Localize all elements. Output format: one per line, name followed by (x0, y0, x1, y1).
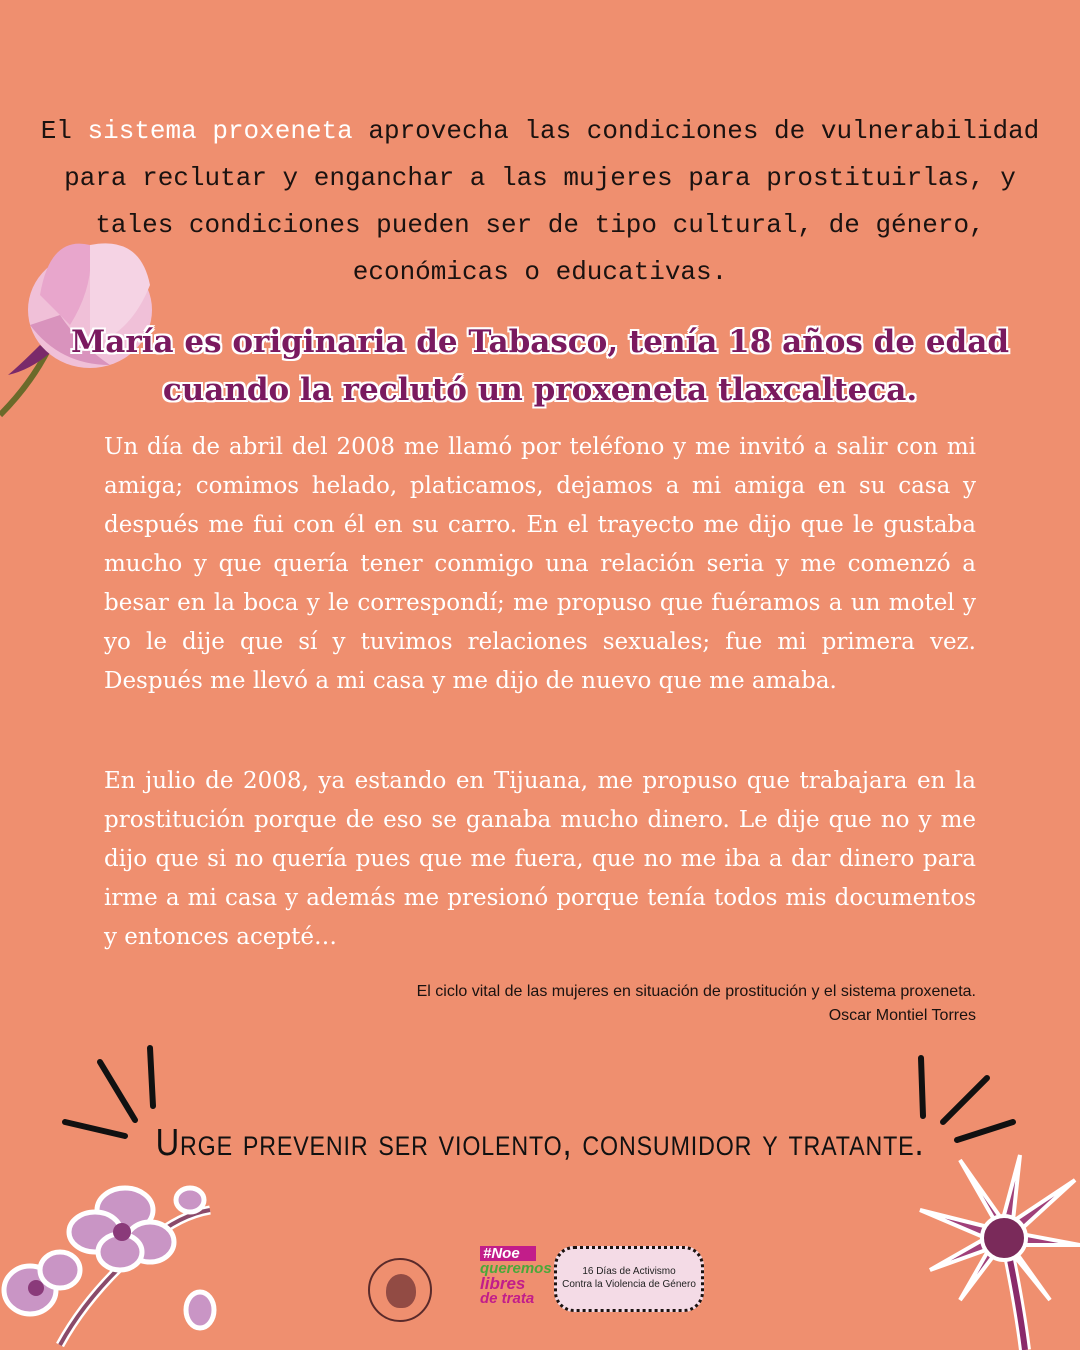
citation (276, 980, 976, 1028)
intro-highlight: sistema proxeneta (87, 116, 353, 146)
daisy-icon (900, 1150, 1080, 1350)
orchid-icon (0, 1170, 230, 1350)
headline-line-1: María es originaria de Tabasco, tenía 18 años de edad (70, 324, 1009, 360)
call-to-action: Urge prevenir ser violento, consumidor y tratante. (155, 1122, 925, 1164)
logo-word-4: de trata (480, 1290, 535, 1307)
story-paragraph-1: Un día de abril del 2008 me llamó por teléfono y me invitó a salir con mi amiga; comimos helado, platicamos, dejamos a mi amiga en su casa y después me fui con él en su carro. En el trayecto me dijo que le gustaba mucho y que quería tener conmigo una relación seria y me comenzó a besar en la boca y le correspondí; me propuso que fuéramos a un motel y yo le dije que sí y tuvimos relaciones sexuales; fue mi primera vez. Después me llevó a mi casa y me dijo de nuevo que me amaba. (104, 434, 976, 694)
citation-author: Oscar Montiel Torres (828, 1007, 976, 1024)
activism-badge (554, 1246, 704, 1312)
logo-word-1: #Noe (480, 1246, 536, 1261)
organization-logo-icon (368, 1258, 432, 1322)
story-paragraph-2: En julio de 2008, ya estando en Tijuana, me propuso que trabajara en la prostitución porque de eso se ganaba mucho dinero. Le dije que no y me dijo que si no quería pues que me fuera, que no me iba a dar dinero para irme a mi casa y además me presionó porque tenía todos mis documentos y entonces acepté… (104, 768, 976, 950)
headline-line-2: cuando la reclutó un proxeneta tlaxcalteca. (162, 372, 918, 408)
logo-word-2: queremos (480, 1260, 552, 1277)
intro-before: El (40, 116, 88, 146)
badge-line-2: Contra la Violencia de Género (562, 1279, 696, 1290)
logo-word-3: libres (480, 1274, 526, 1293)
intro-after: aprovecha las condiciones de vulnerabilidad para reclutar y enganchar a las mujeres para prostituirlas, y tales condiciones pueden ser de tipo cultural, de género, económicas o educativas. (64, 116, 1040, 287)
story-headline (60, 318, 1020, 414)
no-queremos-logo (480, 1245, 552, 1332)
badge-line-1: 16 Días de Activismo (582, 1266, 676, 1277)
citation-title: El ciclo vital de las mujeres en situación de prostitución y el sistema proxeneta. (416, 983, 976, 1000)
partner-logos (360, 1240, 720, 1330)
intro-paragraph (40, 108, 1040, 296)
